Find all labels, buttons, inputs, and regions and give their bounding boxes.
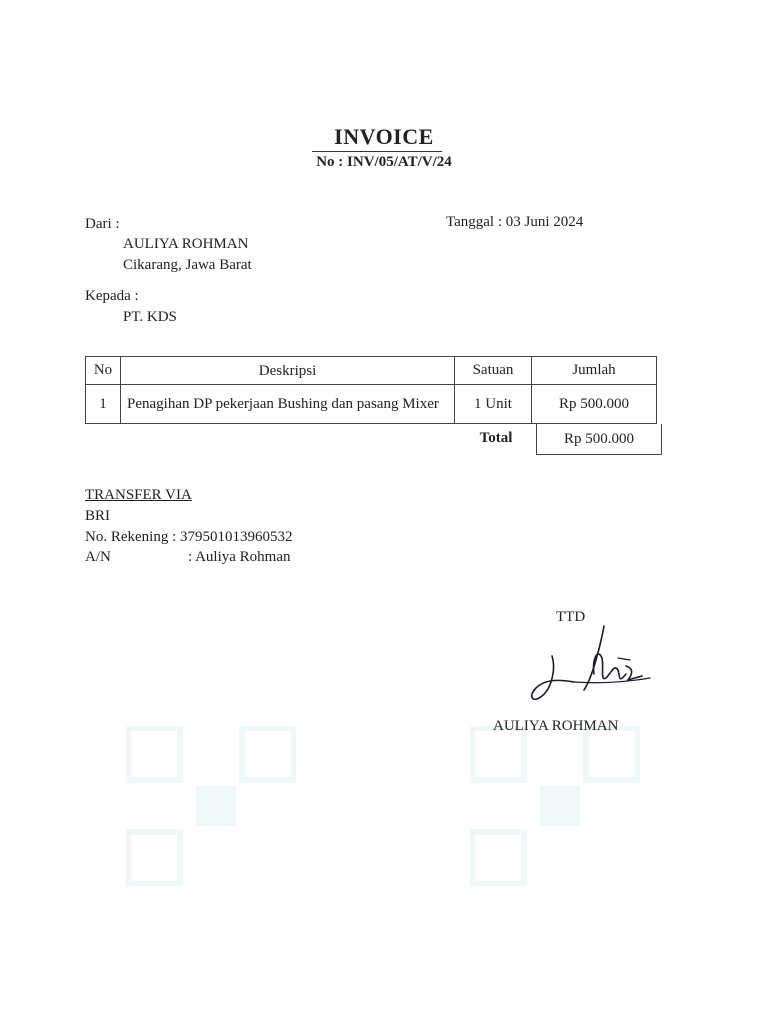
show-through-qr-right — [470, 726, 640, 886]
sender-label: Dari : — [85, 216, 120, 232]
show-through-qr-left — [126, 726, 296, 886]
col-header-no: No — [86, 357, 121, 385]
recipient-name: PT. KDS — [123, 309, 177, 325]
col-header-description: Deskripsi — [121, 357, 455, 385]
total-value: Rp 500.000 — [536, 424, 662, 455]
table-row — [86, 385, 657, 424]
signature-label: TTD — [556, 609, 586, 625]
sender-name: AULIYA ROHMAN — [123, 236, 249, 252]
total-label: Total — [479, 430, 513, 446]
table-header-row — [86, 357, 657, 385]
payment-heading: TRANSFER VIA — [85, 487, 192, 503]
row-no: 1 — [86, 385, 121, 424]
recipient-label: Kepada : — [85, 288, 139, 304]
row-description: Penagihan DP pekerjaan Bushing dan pasang Mixer — [121, 385, 455, 424]
items-table — [85, 356, 657, 424]
row-amount: Rp 500.000 — [532, 385, 657, 424]
col-header-amount: Jumlah — [532, 357, 657, 385]
signatory-name: AULIYA ROHMAN — [493, 718, 619, 734]
invoice-title: INVOICE — [334, 124, 434, 149]
invoice-number: No : INV/05/AT/V/24 — [316, 154, 452, 170]
account-line — [85, 529, 293, 546]
account-label: No. Rekening : — [85, 529, 177, 545]
handwritten-signature — [522, 618, 652, 708]
title-underline — [312, 151, 442, 152]
invoice-date: Tanggal : 03 Juni 2024 — [446, 214, 584, 230]
sender-address: Cikarang, Jawa Barat — [123, 257, 252, 273]
col-header-unit: Satuan — [455, 357, 532, 385]
row-unit: 1 Unit — [455, 385, 532, 424]
payment-bank: BRI — [85, 508, 111, 524]
account-number: 379501013960532 — [180, 529, 293, 545]
holder-label: A/N — [85, 549, 111, 565]
holder-value: : Auliya Rohman — [188, 549, 291, 565]
